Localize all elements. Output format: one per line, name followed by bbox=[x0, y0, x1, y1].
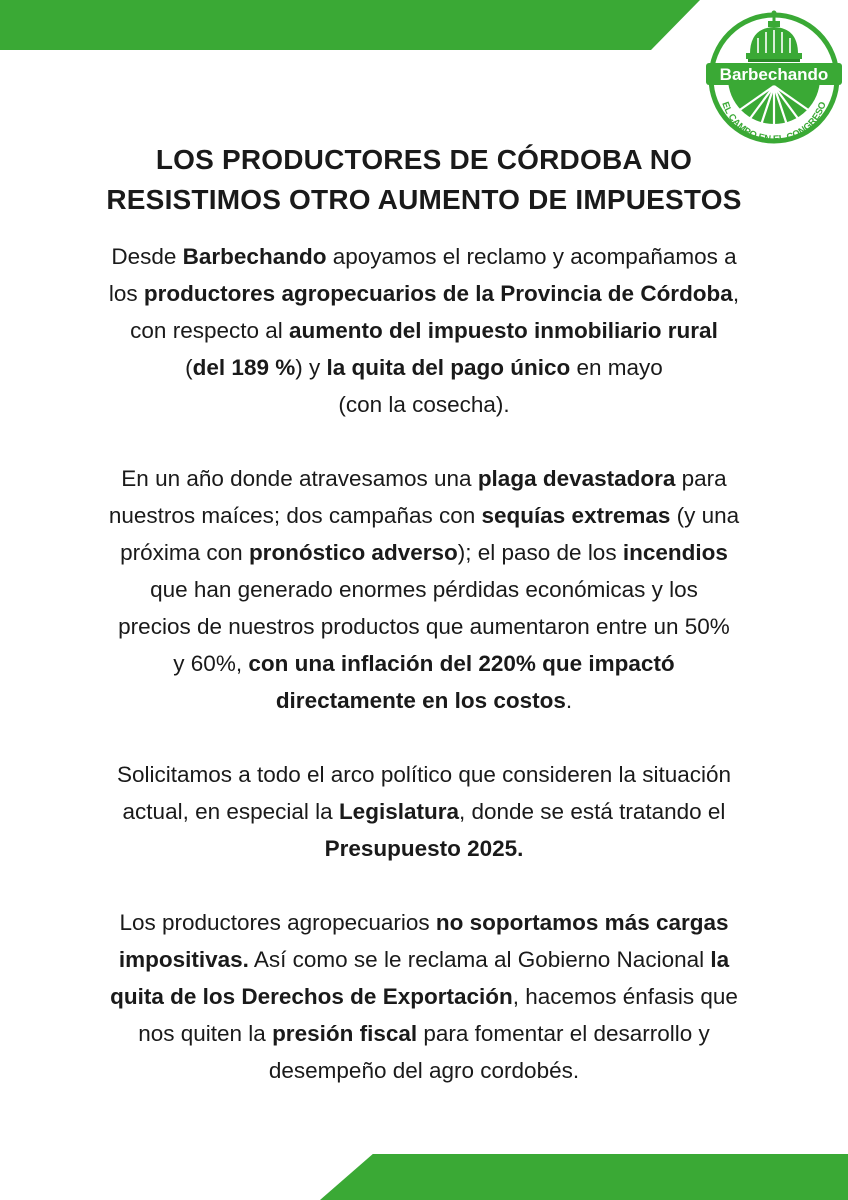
text-line bbox=[30, 312, 818, 349]
text-line bbox=[30, 793, 818, 830]
text: desempeño del agro cordobés. bbox=[268, 1058, 580, 1083]
paragraph bbox=[30, 460, 818, 719]
text-line bbox=[30, 238, 818, 275]
text: en mayo bbox=[570, 355, 663, 380]
text-line bbox=[30, 497, 818, 534]
logo-name: Barbechando bbox=[719, 65, 829, 84]
text: , bbox=[732, 281, 740, 306]
text: actual, en especial la bbox=[122, 799, 339, 824]
text-line bbox=[30, 275, 818, 312]
text-line bbox=[30, 904, 818, 941]
text: que han generado enormes pérdidas económicas y los bbox=[150, 577, 698, 602]
text: Solicitamos a todo el arco político que consideren la situación bbox=[116, 762, 732, 787]
bold-text: Barbechando bbox=[182, 244, 327, 269]
bold-text: impositivas. bbox=[118, 947, 249, 972]
bold-text: pronóstico adverso bbox=[248, 540, 458, 565]
text: (y una bbox=[670, 503, 740, 528]
text: para bbox=[675, 466, 727, 491]
paragraph bbox=[30, 756, 818, 867]
bottom-green-band bbox=[320, 1154, 848, 1200]
text: (con la cosecha). bbox=[338, 392, 510, 417]
bold-text: productores agropecuarios de la Provincia de Córdoba bbox=[143, 281, 733, 306]
text-line bbox=[30, 645, 818, 682]
bold-text: plaga devastadora bbox=[477, 466, 676, 491]
bold-text: la quita del pago único bbox=[326, 355, 571, 380]
text-line bbox=[30, 1015, 818, 1052]
text-line bbox=[30, 941, 818, 978]
text-line bbox=[30, 756, 818, 793]
text-line bbox=[30, 830, 818, 867]
top-green-band bbox=[0, 0, 700, 50]
text: ); el paso de los bbox=[457, 540, 623, 565]
text: Así como se le reclama al Gobierno Nacional bbox=[248, 947, 711, 972]
text: nuestros maíces; dos campañas con bbox=[108, 503, 482, 528]
text-line bbox=[30, 682, 818, 719]
logo-tagline: EL CAMPO EN EL CONGRESO bbox=[719, 100, 829, 146]
bold-text: quita de los Derechos de Exportación bbox=[110, 984, 513, 1009]
bold-text: sequías extremas bbox=[481, 503, 671, 528]
text: para fomentar el desarrollo y bbox=[417, 1021, 710, 1046]
text-line bbox=[30, 571, 818, 608]
text-line bbox=[30, 608, 818, 645]
statement-body bbox=[30, 238, 818, 1089]
bold-text: no soportamos más cargas bbox=[435, 910, 729, 935]
text-line bbox=[30, 534, 818, 571]
text-line bbox=[30, 349, 818, 386]
bold-text: con una inflación del 220% que impactó bbox=[248, 651, 675, 676]
text: con respecto al bbox=[130, 318, 290, 343]
barbechando-logo bbox=[702, 4, 846, 148]
text: Los productores agropecuarios bbox=[119, 910, 436, 935]
text: nos quiten la bbox=[138, 1021, 273, 1046]
text: precios de nuestros productos que aumentaron entre un 50% bbox=[118, 614, 730, 639]
text: ( bbox=[185, 355, 193, 380]
page-title bbox=[40, 140, 808, 220]
bold-text: Presupuesto 2025. bbox=[324, 836, 524, 861]
text: , hacemos énfasis que bbox=[512, 984, 738, 1009]
text: los bbox=[108, 281, 144, 306]
bold-text: aumento del impuesto inmobiliario rural bbox=[289, 318, 718, 343]
paragraph bbox=[30, 238, 818, 423]
bold-text: presión fiscal bbox=[272, 1021, 418, 1046]
bold-text: del 189 % bbox=[192, 355, 296, 380]
bold-text: la bbox=[710, 947, 730, 972]
text: , donde se está tratando el bbox=[458, 799, 726, 824]
text: próxima con bbox=[120, 540, 249, 565]
text: ) y bbox=[295, 355, 327, 380]
text-line bbox=[30, 460, 818, 497]
title-line-1: LOS PRODUCTORES DE CÓRDOBA NO bbox=[155, 144, 693, 175]
text: Desde bbox=[111, 244, 183, 269]
text: apoyamos el reclamo y acompañamos a bbox=[326, 244, 737, 269]
text: En un año donde atravesamos una bbox=[121, 466, 478, 491]
text: . bbox=[565, 688, 573, 713]
text-line bbox=[30, 978, 818, 1015]
title-line-2: RESISTIMOS OTRO AUMENTO DE IMPUESTOS bbox=[106, 184, 742, 215]
bold-text: incendios bbox=[622, 540, 728, 565]
bold-text: Legislatura bbox=[338, 799, 459, 824]
text: y 60%, bbox=[173, 651, 249, 676]
text-line bbox=[30, 386, 818, 423]
text-line bbox=[30, 1052, 818, 1089]
paragraph bbox=[30, 904, 818, 1089]
bold-text: directamente en los costos bbox=[275, 688, 566, 713]
